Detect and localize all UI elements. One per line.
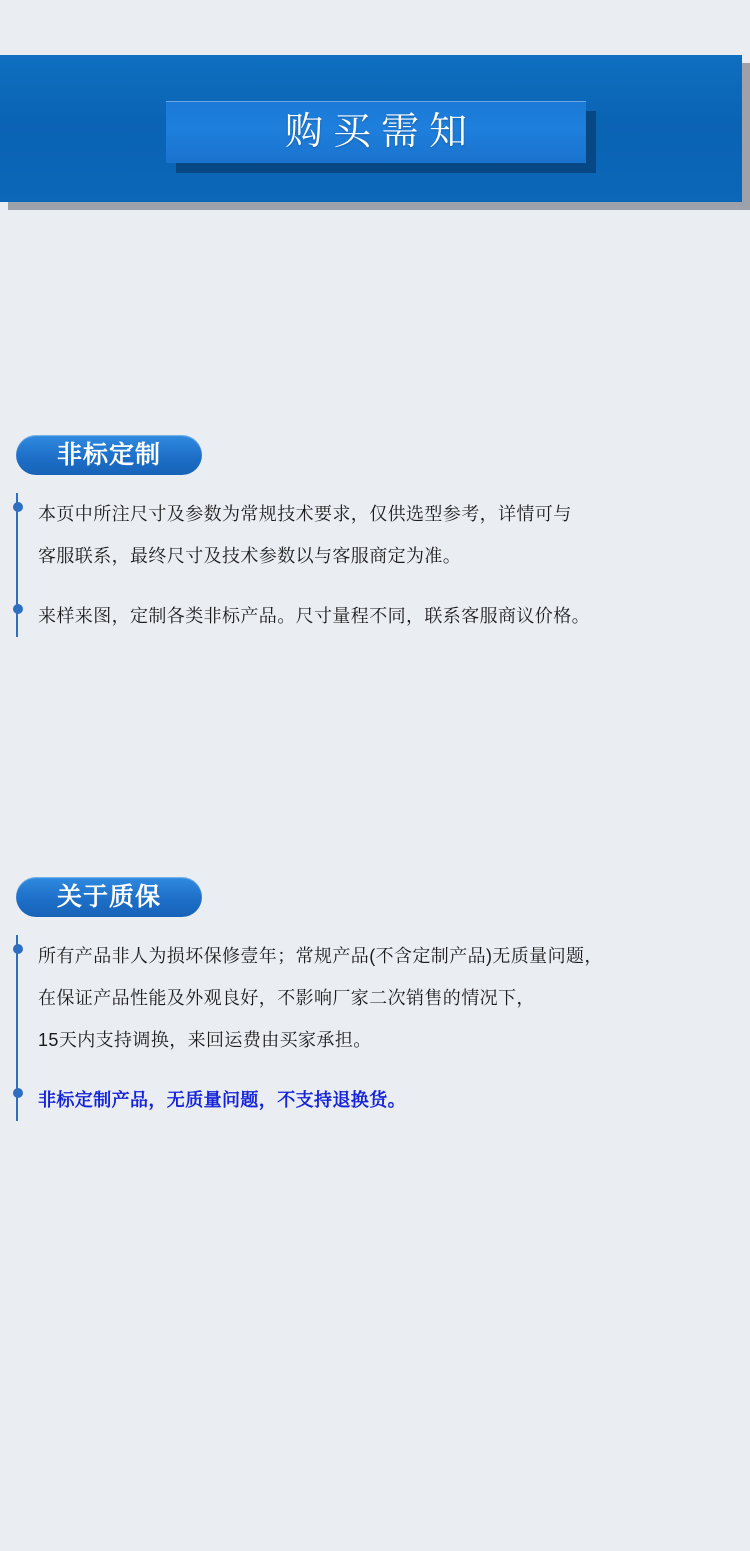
list-item [38, 595, 750, 637]
bullet-dot-icon [13, 1088, 23, 1098]
title-plate [166, 101, 586, 163]
list-item-line: 来样来图，定制各类非标产品。尺寸量程不同，联系客服商议价格。 [38, 606, 590, 626]
banner-background [0, 55, 742, 202]
list-item-line: 客服联系，最终尺寸及技术参数以与客服商定为准。 [38, 546, 462, 566]
list-item-line: 15天内支持调换，来回运费由买家承担。 [38, 1030, 372, 1050]
list-item-line: 本页中所注尺寸及参数为常规技术要求，仅供选型参考，详情可与 [38, 504, 572, 524]
list-item-line: 在保证产品性能及外观良好，不影响厂家二次销售的情况下， [38, 988, 535, 1008]
list-item [38, 935, 750, 1061]
section-1-list [16, 493, 750, 637]
bullet-dot-icon [13, 502, 23, 512]
page-title: 购买需知 [284, 111, 477, 153]
list-item [38, 493, 750, 577]
section-heading-pill-2 [16, 877, 202, 917]
list-item-line: 非标定制产品，无质量问题，不支持退换货。 [38, 1090, 406, 1110]
section-custom-made [0, 435, 750, 637]
list-item-line: 所有产品非人为损坏保修壹年；常规产品(不含定制产品)无质量问题， [38, 946, 603, 966]
bullet-dot-icon [13, 944, 23, 954]
section-heading-label: 关于质保 [56, 883, 161, 911]
list-item-highlight [38, 1079, 750, 1121]
section-2-list [16, 935, 750, 1121]
section-heading-pill-1 [16, 435, 202, 475]
section-warranty [0, 877, 750, 1121]
section-heading-label: 非标定制 [56, 441, 161, 469]
bullet-dot-icon [13, 604, 23, 614]
page-header-banner [0, 55, 750, 210]
